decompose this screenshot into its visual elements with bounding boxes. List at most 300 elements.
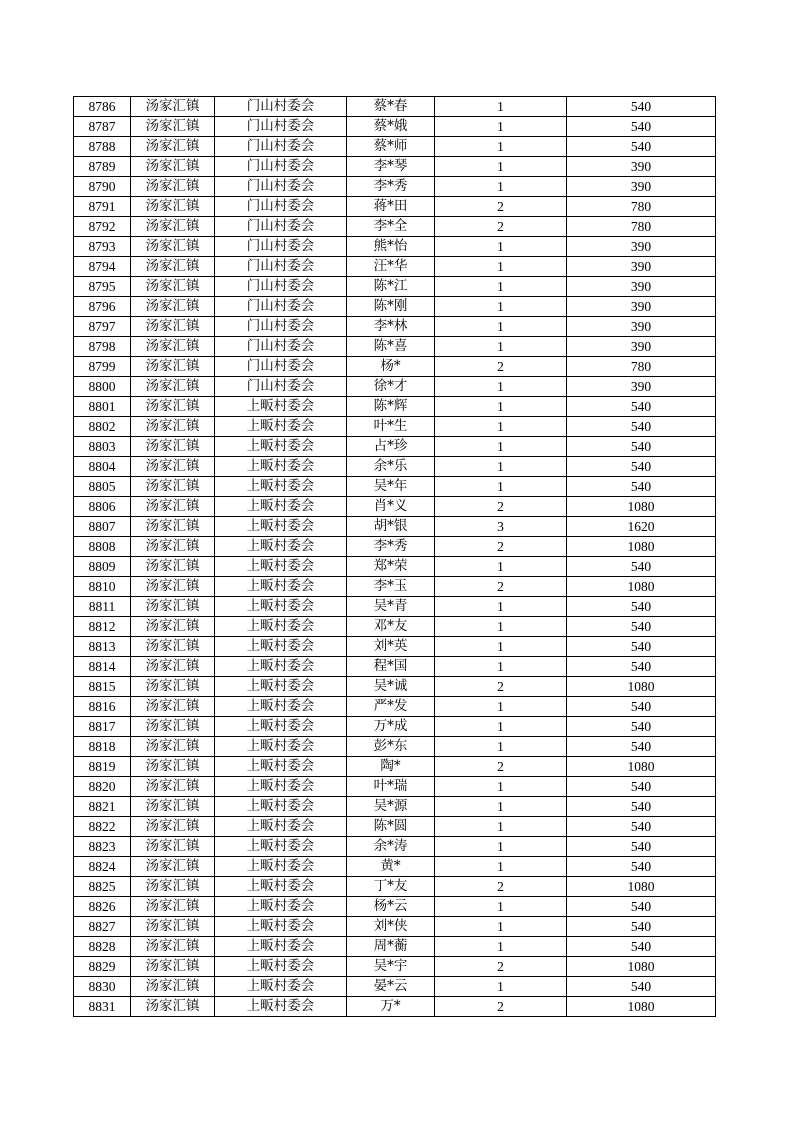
amount-cell: 1080 bbox=[567, 577, 716, 597]
table-row bbox=[74, 857, 716, 877]
table-row bbox=[74, 277, 716, 297]
name-cell: 李*全 bbox=[347, 217, 435, 237]
amount-cell: 540 bbox=[567, 637, 716, 657]
table-row bbox=[74, 437, 716, 457]
serial-number-cell: 8790 bbox=[74, 177, 131, 197]
household-count-cell: 1 bbox=[435, 857, 567, 877]
table-row bbox=[74, 917, 716, 937]
village-committee-cell: 上畈村委会 bbox=[215, 697, 347, 717]
name-cell: 吴*年 bbox=[347, 477, 435, 497]
table-row bbox=[74, 357, 716, 377]
town-cell: 汤家汇镇 bbox=[131, 837, 215, 857]
town-cell: 汤家汇镇 bbox=[131, 517, 215, 537]
village-committee-cell: 上畈村委会 bbox=[215, 837, 347, 857]
amount-cell: 390 bbox=[567, 177, 716, 197]
village-committee-cell: 上畈村委会 bbox=[215, 417, 347, 437]
household-count-cell: 1 bbox=[435, 397, 567, 417]
name-cell: 陈*喜 bbox=[347, 337, 435, 357]
name-cell: 万* bbox=[347, 997, 435, 1017]
amount-cell: 540 bbox=[567, 117, 716, 137]
name-cell: 李*林 bbox=[347, 317, 435, 337]
name-cell: 程*国 bbox=[347, 657, 435, 677]
village-committee-cell: 门山村委会 bbox=[215, 297, 347, 317]
household-count-cell: 1 bbox=[435, 897, 567, 917]
village-committee-cell: 上畈村委会 bbox=[215, 917, 347, 937]
name-cell: 杨*云 bbox=[347, 897, 435, 917]
town-cell: 汤家汇镇 bbox=[131, 677, 215, 697]
serial-number-cell: 8802 bbox=[74, 417, 131, 437]
name-cell: 李*玉 bbox=[347, 577, 435, 597]
serial-number-cell: 8799 bbox=[74, 357, 131, 377]
town-cell: 汤家汇镇 bbox=[131, 97, 215, 117]
serial-number-cell: 8803 bbox=[74, 437, 131, 457]
serial-number-cell: 8788 bbox=[74, 137, 131, 157]
household-count-cell: 1 bbox=[435, 277, 567, 297]
table-row bbox=[74, 837, 716, 857]
town-cell: 汤家汇镇 bbox=[131, 277, 215, 297]
village-committee-cell: 上畈村委会 bbox=[215, 897, 347, 917]
village-committee-cell: 门山村委会 bbox=[215, 217, 347, 237]
amount-cell: 540 bbox=[567, 817, 716, 837]
serial-number-cell: 8816 bbox=[74, 697, 131, 717]
household-count-cell: 1 bbox=[435, 737, 567, 757]
town-cell: 汤家汇镇 bbox=[131, 897, 215, 917]
amount-cell: 540 bbox=[567, 857, 716, 877]
amount-cell: 540 bbox=[567, 97, 716, 117]
serial-number-cell: 8812 bbox=[74, 617, 131, 637]
village-committee-cell: 门山村委会 bbox=[215, 157, 347, 177]
town-cell: 汤家汇镇 bbox=[131, 917, 215, 937]
name-cell: 刘*英 bbox=[347, 637, 435, 657]
village-committee-cell: 上畈村委会 bbox=[215, 937, 347, 957]
village-committee-cell: 上畈村委会 bbox=[215, 677, 347, 697]
village-committee-cell: 门山村委会 bbox=[215, 137, 347, 157]
table-row bbox=[74, 797, 716, 817]
name-cell: 徐*才 bbox=[347, 377, 435, 397]
name-cell: 占*珍 bbox=[347, 437, 435, 457]
village-committee-cell: 门山村委会 bbox=[215, 197, 347, 217]
roster-table-body bbox=[74, 97, 716, 1017]
village-committee-cell: 上畈村委会 bbox=[215, 497, 347, 517]
household-count-cell: 2 bbox=[435, 997, 567, 1017]
household-count-cell: 2 bbox=[435, 677, 567, 697]
name-cell: 丁*友 bbox=[347, 877, 435, 897]
serial-number-cell: 8813 bbox=[74, 637, 131, 657]
serial-number-cell: 8820 bbox=[74, 777, 131, 797]
table-row bbox=[74, 937, 716, 957]
household-count-cell: 2 bbox=[435, 497, 567, 517]
name-cell: 陈*圆 bbox=[347, 817, 435, 837]
town-cell: 汤家汇镇 bbox=[131, 577, 215, 597]
household-count-cell: 1 bbox=[435, 717, 567, 737]
amount-cell: 540 bbox=[567, 837, 716, 857]
amount-cell: 390 bbox=[567, 257, 716, 277]
village-committee-cell: 门山村委会 bbox=[215, 97, 347, 117]
amount-cell: 540 bbox=[567, 917, 716, 937]
table-row bbox=[74, 557, 716, 577]
amount-cell: 540 bbox=[567, 937, 716, 957]
name-cell: 万*成 bbox=[347, 717, 435, 737]
household-count-cell: 3 bbox=[435, 517, 567, 537]
serial-number-cell: 8817 bbox=[74, 717, 131, 737]
table-row bbox=[74, 957, 716, 977]
village-committee-cell: 上畈村委会 bbox=[215, 717, 347, 737]
village-committee-cell: 上畈村委会 bbox=[215, 857, 347, 877]
village-committee-cell: 上畈村委会 bbox=[215, 457, 347, 477]
village-committee-cell: 门山村委会 bbox=[215, 377, 347, 397]
household-count-cell: 1 bbox=[435, 637, 567, 657]
household-count-cell: 2 bbox=[435, 537, 567, 557]
amount-cell: 540 bbox=[567, 717, 716, 737]
village-committee-cell: 上畈村委会 bbox=[215, 757, 347, 777]
amount-cell: 390 bbox=[567, 157, 716, 177]
amount-cell: 540 bbox=[567, 417, 716, 437]
village-committee-cell: 上畈村委会 bbox=[215, 537, 347, 557]
village-committee-cell: 上畈村委会 bbox=[215, 477, 347, 497]
household-count-cell: 2 bbox=[435, 217, 567, 237]
name-cell: 蒋*田 bbox=[347, 197, 435, 217]
name-cell: 晏*云 bbox=[347, 977, 435, 997]
household-count-cell: 1 bbox=[435, 477, 567, 497]
name-cell: 彭*东 bbox=[347, 737, 435, 757]
serial-number-cell: 8794 bbox=[74, 257, 131, 277]
town-cell: 汤家汇镇 bbox=[131, 197, 215, 217]
town-cell: 汤家汇镇 bbox=[131, 957, 215, 977]
town-cell: 汤家汇镇 bbox=[131, 777, 215, 797]
village-committee-cell: 上畈村委会 bbox=[215, 617, 347, 637]
town-cell: 汤家汇镇 bbox=[131, 857, 215, 877]
serial-number-cell: 8796 bbox=[74, 297, 131, 317]
table-row bbox=[74, 97, 716, 117]
amount-cell: 390 bbox=[567, 297, 716, 317]
serial-number-cell: 8828 bbox=[74, 937, 131, 957]
name-cell: 余*涛 bbox=[347, 837, 435, 857]
table-row bbox=[74, 617, 716, 637]
household-count-cell: 2 bbox=[435, 577, 567, 597]
amount-cell: 540 bbox=[567, 557, 716, 577]
table-row bbox=[74, 457, 716, 477]
town-cell: 汤家汇镇 bbox=[131, 457, 215, 477]
serial-number-cell: 8831 bbox=[74, 997, 131, 1017]
town-cell: 汤家汇镇 bbox=[131, 397, 215, 417]
amount-cell: 1080 bbox=[567, 757, 716, 777]
village-committee-cell: 上畈村委会 bbox=[215, 737, 347, 757]
household-count-cell: 1 bbox=[435, 777, 567, 797]
town-cell: 汤家汇镇 bbox=[131, 797, 215, 817]
serial-number-cell: 8787 bbox=[74, 117, 131, 137]
household-count-cell: 1 bbox=[435, 317, 567, 337]
name-cell: 刘*侠 bbox=[347, 917, 435, 937]
household-count-cell: 2 bbox=[435, 197, 567, 217]
village-committee-cell: 门山村委会 bbox=[215, 177, 347, 197]
town-cell: 汤家汇镇 bbox=[131, 657, 215, 677]
household-count-cell: 1 bbox=[435, 977, 567, 997]
serial-number-cell: 8824 bbox=[74, 857, 131, 877]
amount-cell: 540 bbox=[567, 597, 716, 617]
table-row bbox=[74, 477, 716, 497]
town-cell: 汤家汇镇 bbox=[131, 217, 215, 237]
table-row bbox=[74, 657, 716, 677]
village-committee-cell: 上畈村委会 bbox=[215, 397, 347, 417]
table-row bbox=[74, 157, 716, 177]
name-cell: 蔡*娥 bbox=[347, 117, 435, 137]
household-count-cell: 1 bbox=[435, 437, 567, 457]
serial-number-cell: 8804 bbox=[74, 457, 131, 477]
amount-cell: 1080 bbox=[567, 497, 716, 517]
name-cell: 胡*银 bbox=[347, 517, 435, 537]
amount-cell: 540 bbox=[567, 977, 716, 997]
village-committee-cell: 上畈村委会 bbox=[215, 557, 347, 577]
serial-number-cell: 8811 bbox=[74, 597, 131, 617]
table-row bbox=[74, 697, 716, 717]
serial-number-cell: 8806 bbox=[74, 497, 131, 517]
town-cell: 汤家汇镇 bbox=[131, 357, 215, 377]
household-count-cell: 1 bbox=[435, 917, 567, 937]
table-row bbox=[74, 877, 716, 897]
town-cell: 汤家汇镇 bbox=[131, 317, 215, 337]
household-count-cell: 1 bbox=[435, 137, 567, 157]
amount-cell: 1080 bbox=[567, 677, 716, 697]
household-count-cell: 1 bbox=[435, 297, 567, 317]
village-committee-cell: 上畈村委会 bbox=[215, 957, 347, 977]
serial-number-cell: 8793 bbox=[74, 237, 131, 257]
village-committee-cell: 上畈村委会 bbox=[215, 657, 347, 677]
household-count-cell: 1 bbox=[435, 177, 567, 197]
town-cell: 汤家汇镇 bbox=[131, 877, 215, 897]
town-cell: 汤家汇镇 bbox=[131, 117, 215, 137]
household-count-cell: 1 bbox=[435, 97, 567, 117]
name-cell: 吴*青 bbox=[347, 597, 435, 617]
amount-cell: 780 bbox=[567, 217, 716, 237]
amount-cell: 540 bbox=[567, 437, 716, 457]
town-cell: 汤家汇镇 bbox=[131, 817, 215, 837]
table-row bbox=[74, 517, 716, 537]
amount-cell: 390 bbox=[567, 277, 716, 297]
village-committee-cell: 上畈村委会 bbox=[215, 977, 347, 997]
household-count-cell: 1 bbox=[435, 117, 567, 137]
name-cell: 陈*刚 bbox=[347, 297, 435, 317]
table-row bbox=[74, 177, 716, 197]
name-cell: 吴*诚 bbox=[347, 677, 435, 697]
name-cell: 吴*源 bbox=[347, 797, 435, 817]
table-row bbox=[74, 197, 716, 217]
household-count-cell: 2 bbox=[435, 877, 567, 897]
amount-cell: 1080 bbox=[567, 877, 716, 897]
name-cell: 余*乐 bbox=[347, 457, 435, 477]
household-count-cell: 1 bbox=[435, 597, 567, 617]
village-committee-cell: 上畈村委会 bbox=[215, 637, 347, 657]
town-cell: 汤家汇镇 bbox=[131, 997, 215, 1017]
town-cell: 汤家汇镇 bbox=[131, 737, 215, 757]
household-count-cell: 1 bbox=[435, 337, 567, 357]
town-cell: 汤家汇镇 bbox=[131, 977, 215, 997]
name-cell: 黄* bbox=[347, 857, 435, 877]
serial-number-cell: 8821 bbox=[74, 797, 131, 817]
name-cell: 叶*瑞 bbox=[347, 777, 435, 797]
town-cell: 汤家汇镇 bbox=[131, 257, 215, 277]
town-cell: 汤家汇镇 bbox=[131, 497, 215, 517]
town-cell: 汤家汇镇 bbox=[131, 377, 215, 397]
table-row bbox=[74, 597, 716, 617]
amount-cell: 390 bbox=[567, 317, 716, 337]
name-cell: 陈*辉 bbox=[347, 397, 435, 417]
serial-number-cell: 8814 bbox=[74, 657, 131, 677]
serial-number-cell: 8825 bbox=[74, 877, 131, 897]
name-cell: 周*蘅 bbox=[347, 937, 435, 957]
village-committee-cell: 上畈村委会 bbox=[215, 597, 347, 617]
town-cell: 汤家汇镇 bbox=[131, 477, 215, 497]
village-committee-cell: 门山村委会 bbox=[215, 277, 347, 297]
amount-cell: 540 bbox=[567, 457, 716, 477]
name-cell: 蔡*师 bbox=[347, 137, 435, 157]
amount-cell: 540 bbox=[567, 897, 716, 917]
serial-number-cell: 8805 bbox=[74, 477, 131, 497]
household-count-cell: 1 bbox=[435, 657, 567, 677]
serial-number-cell: 8798 bbox=[74, 337, 131, 357]
town-cell: 汤家汇镇 bbox=[131, 337, 215, 357]
village-committee-cell: 上畈村委会 bbox=[215, 577, 347, 597]
name-cell: 蔡*春 bbox=[347, 97, 435, 117]
amount-cell: 540 bbox=[567, 657, 716, 677]
household-count-cell: 1 bbox=[435, 157, 567, 177]
amount-cell: 540 bbox=[567, 797, 716, 817]
amount-cell: 780 bbox=[567, 197, 716, 217]
amount-cell: 390 bbox=[567, 377, 716, 397]
table-row bbox=[74, 717, 716, 737]
amount-cell: 540 bbox=[567, 397, 716, 417]
table-row bbox=[74, 577, 716, 597]
town-cell: 汤家汇镇 bbox=[131, 537, 215, 557]
name-cell: 李*秀 bbox=[347, 177, 435, 197]
amount-cell: 540 bbox=[567, 777, 716, 797]
village-committee-cell: 门山村委会 bbox=[215, 117, 347, 137]
serial-number-cell: 8822 bbox=[74, 817, 131, 837]
table-row bbox=[74, 497, 716, 517]
amount-cell: 540 bbox=[567, 697, 716, 717]
town-cell: 汤家汇镇 bbox=[131, 237, 215, 257]
name-cell: 严*发 bbox=[347, 697, 435, 717]
table-row bbox=[74, 337, 716, 357]
name-cell: 邓*友 bbox=[347, 617, 435, 637]
household-count-cell: 2 bbox=[435, 357, 567, 377]
table-row bbox=[74, 817, 716, 837]
amount-cell: 540 bbox=[567, 477, 716, 497]
serial-number-cell: 8789 bbox=[74, 157, 131, 177]
village-committee-cell: 上畈村委会 bbox=[215, 437, 347, 457]
household-count-cell: 1 bbox=[435, 817, 567, 837]
serial-number-cell: 8829 bbox=[74, 957, 131, 977]
amount-cell: 540 bbox=[567, 617, 716, 637]
village-committee-cell: 上畈村委会 bbox=[215, 777, 347, 797]
serial-number-cell: 8795 bbox=[74, 277, 131, 297]
table-row bbox=[74, 137, 716, 157]
name-cell: 叶*生 bbox=[347, 417, 435, 437]
table-row bbox=[74, 537, 716, 557]
table-row bbox=[74, 777, 716, 797]
amount-cell: 780 bbox=[567, 357, 716, 377]
household-count-cell: 1 bbox=[435, 557, 567, 577]
table-row bbox=[74, 677, 716, 697]
household-count-cell: 1 bbox=[435, 937, 567, 957]
amount-cell: 390 bbox=[567, 237, 716, 257]
table-row bbox=[74, 257, 716, 277]
household-count-cell: 1 bbox=[435, 797, 567, 817]
town-cell: 汤家汇镇 bbox=[131, 717, 215, 737]
table-row bbox=[74, 117, 716, 137]
amount-cell: 1080 bbox=[567, 997, 716, 1017]
table-row bbox=[74, 757, 716, 777]
village-committee-cell: 上畈村委会 bbox=[215, 817, 347, 837]
table-row bbox=[74, 237, 716, 257]
serial-number-cell: 8815 bbox=[74, 677, 131, 697]
town-cell: 汤家汇镇 bbox=[131, 297, 215, 317]
name-cell: 汪*华 bbox=[347, 257, 435, 277]
serial-number-cell: 8800 bbox=[74, 377, 131, 397]
household-count-cell: 1 bbox=[435, 237, 567, 257]
table-row bbox=[74, 317, 716, 337]
amount-cell: 540 bbox=[567, 737, 716, 757]
town-cell: 汤家汇镇 bbox=[131, 157, 215, 177]
name-cell: 杨* bbox=[347, 357, 435, 377]
amount-cell: 1620 bbox=[567, 517, 716, 537]
town-cell: 汤家汇镇 bbox=[131, 597, 215, 617]
table-row bbox=[74, 737, 716, 757]
serial-number-cell: 8826 bbox=[74, 897, 131, 917]
serial-number-cell: 8823 bbox=[74, 837, 131, 857]
name-cell: 肖*义 bbox=[347, 497, 435, 517]
serial-number-cell: 8801 bbox=[74, 397, 131, 417]
household-count-cell: 2 bbox=[435, 957, 567, 977]
table-row bbox=[74, 977, 716, 997]
village-committee-cell: 上畈村委会 bbox=[215, 797, 347, 817]
village-committee-cell: 门山村委会 bbox=[215, 317, 347, 337]
serial-number-cell: 8830 bbox=[74, 977, 131, 997]
table-row bbox=[74, 997, 716, 1017]
town-cell: 汤家汇镇 bbox=[131, 557, 215, 577]
name-cell: 陶* bbox=[347, 757, 435, 777]
town-cell: 汤家汇镇 bbox=[131, 177, 215, 197]
town-cell: 汤家汇镇 bbox=[131, 417, 215, 437]
serial-number-cell: 8809 bbox=[74, 557, 131, 577]
table-row bbox=[74, 217, 716, 237]
serial-number-cell: 8818 bbox=[74, 737, 131, 757]
serial-number-cell: 8791 bbox=[74, 197, 131, 217]
household-count-cell: 1 bbox=[435, 417, 567, 437]
village-committee-cell: 上畈村委会 bbox=[215, 997, 347, 1017]
village-committee-cell: 门山村委会 bbox=[215, 357, 347, 377]
household-count-cell: 1 bbox=[435, 457, 567, 477]
table-row bbox=[74, 897, 716, 917]
serial-number-cell: 8810 bbox=[74, 577, 131, 597]
table-row bbox=[74, 417, 716, 437]
serial-number-cell: 8808 bbox=[74, 537, 131, 557]
roster-table bbox=[73, 96, 716, 1017]
household-count-cell: 1 bbox=[435, 257, 567, 277]
town-cell: 汤家汇镇 bbox=[131, 637, 215, 657]
household-count-cell: 1 bbox=[435, 617, 567, 637]
household-count-cell: 1 bbox=[435, 377, 567, 397]
village-committee-cell: 上畈村委会 bbox=[215, 517, 347, 537]
serial-number-cell: 8792 bbox=[74, 217, 131, 237]
village-committee-cell: 门山村委会 bbox=[215, 337, 347, 357]
serial-number-cell: 8786 bbox=[74, 97, 131, 117]
amount-cell: 1080 bbox=[567, 537, 716, 557]
town-cell: 汤家汇镇 bbox=[131, 937, 215, 957]
serial-number-cell: 8807 bbox=[74, 517, 131, 537]
table-row bbox=[74, 297, 716, 317]
town-cell: 汤家汇镇 bbox=[131, 617, 215, 637]
household-count-cell: 1 bbox=[435, 837, 567, 857]
